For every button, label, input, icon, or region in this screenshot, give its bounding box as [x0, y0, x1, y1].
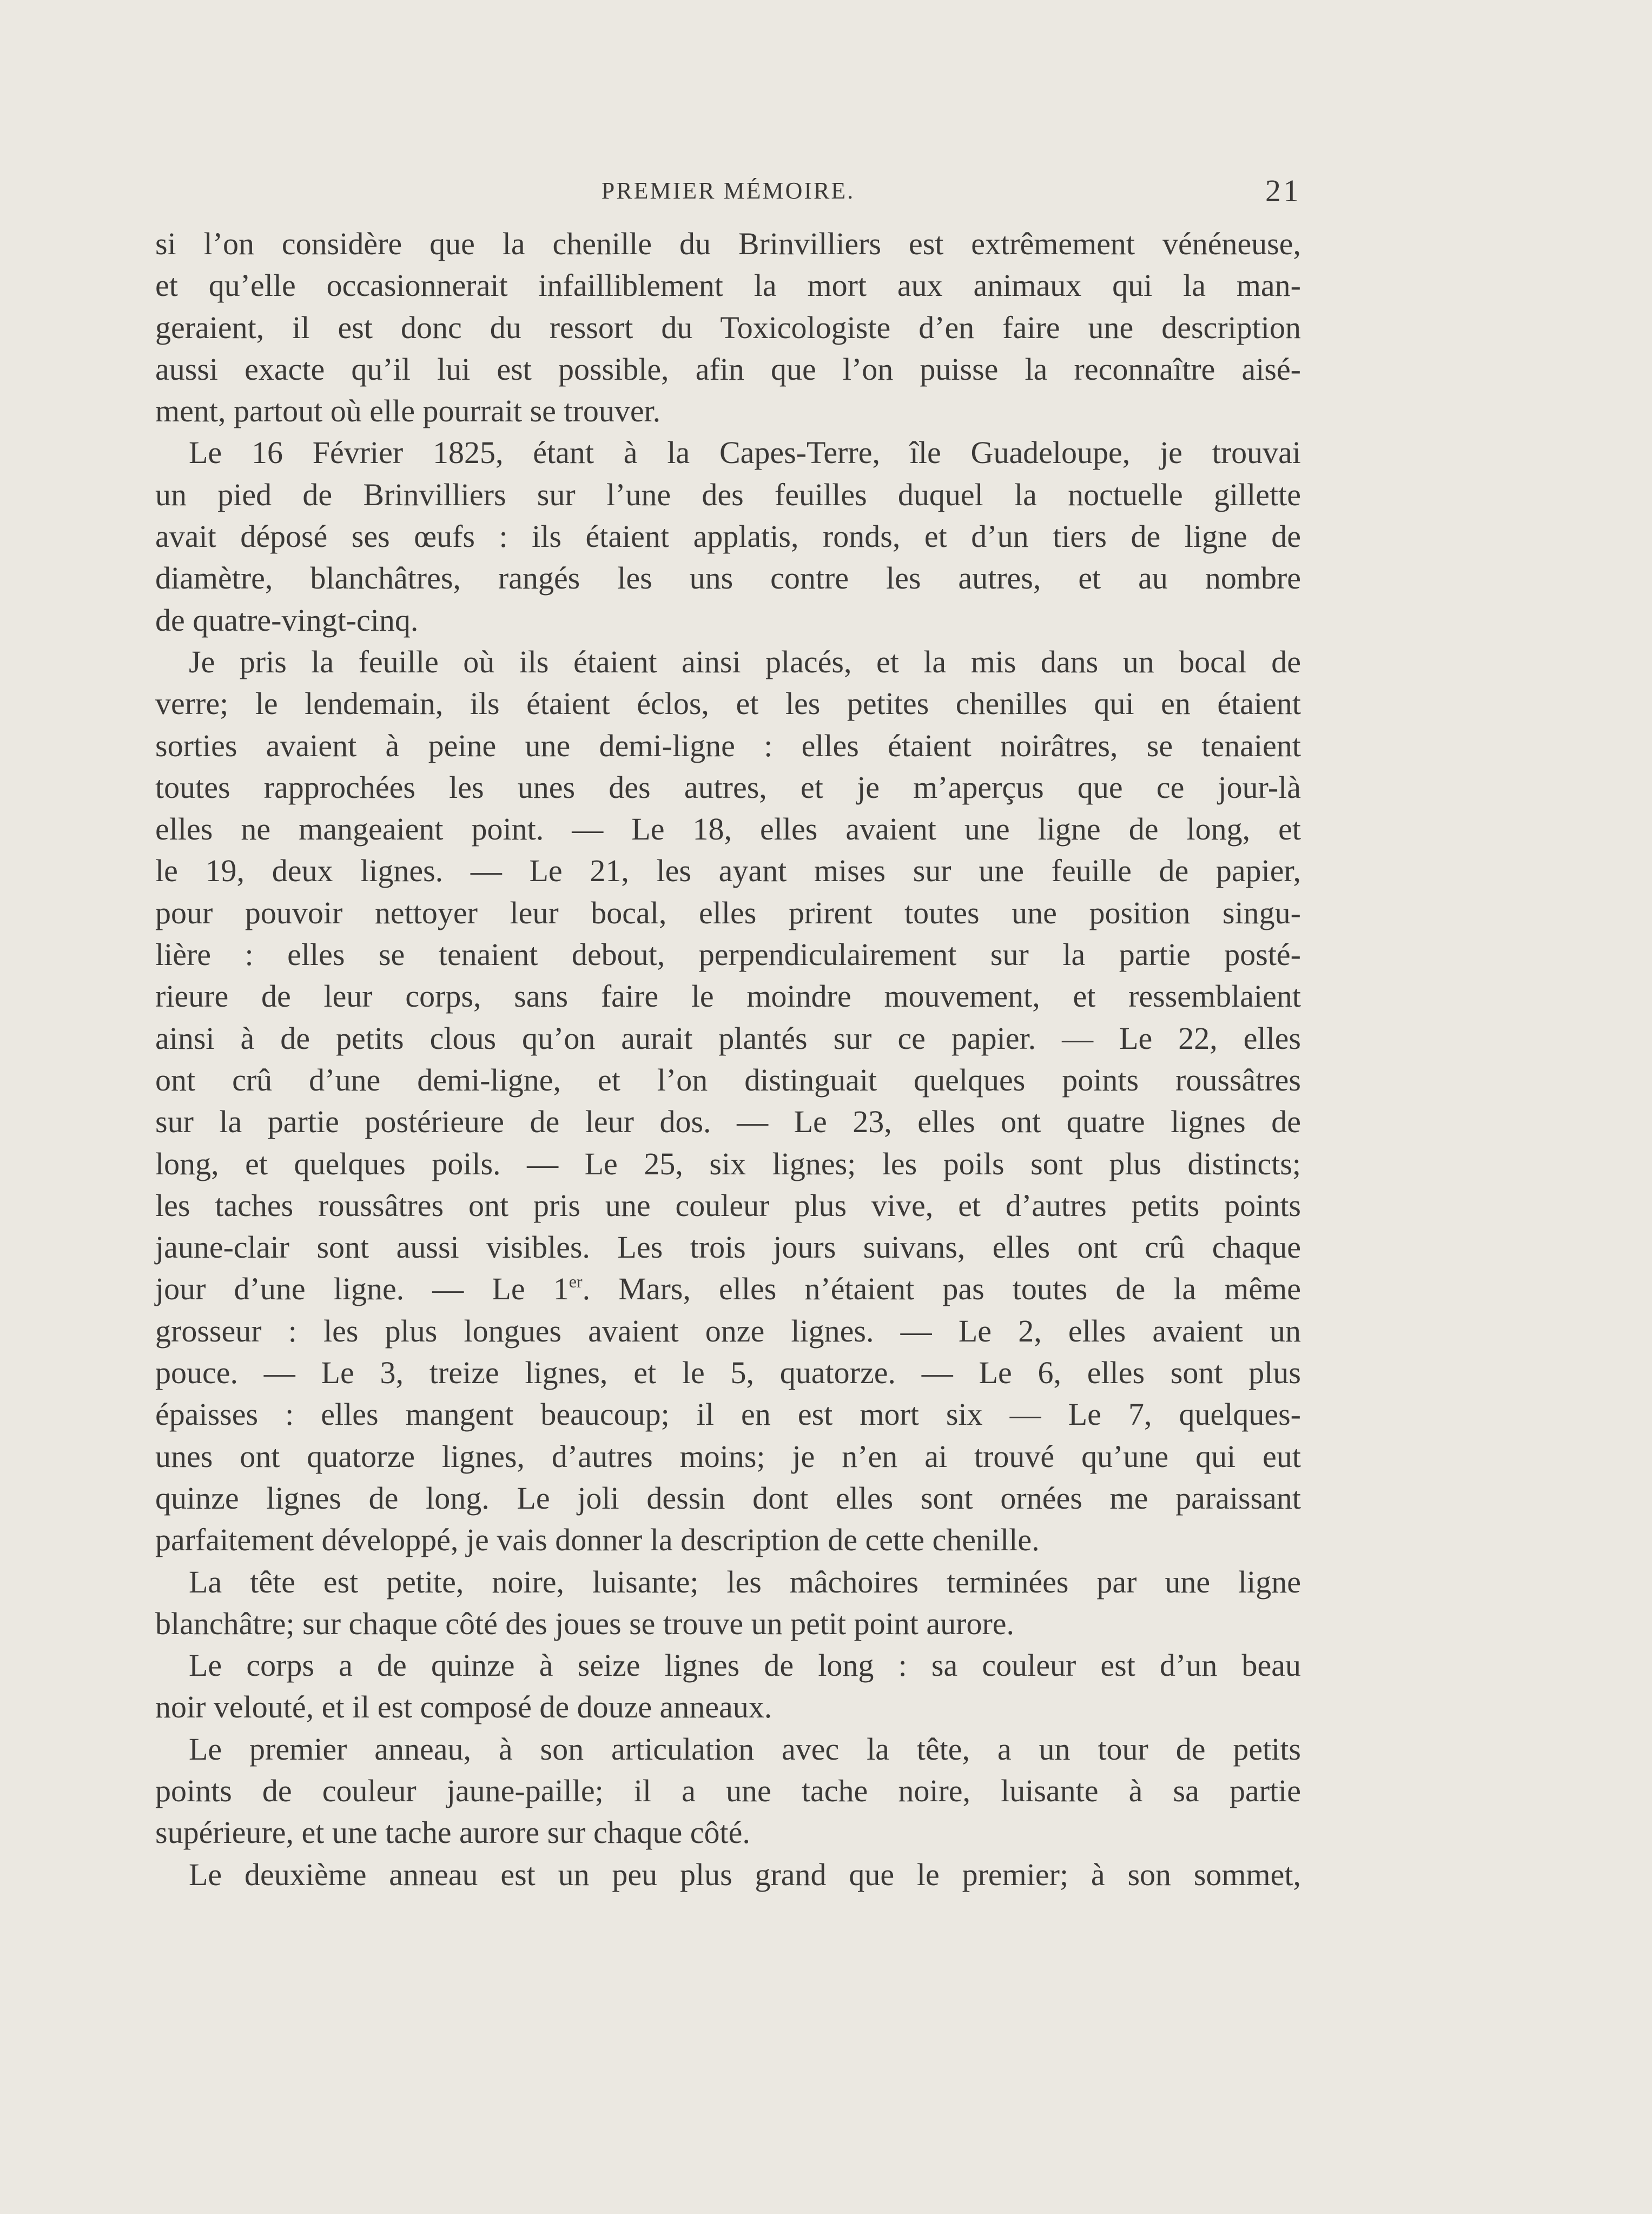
text-line: elles ne mangeaient point. — Le 18, elles avaient une ligne de long, et	[155, 811, 1301, 847]
text-line: Le corps a de quinze à seize lignes de long : sa couleur est d’un beau	[189, 1648, 1301, 1683]
text-line: grosseur : les plus longues avaient onze lignes. — Le 2, elles avaient un	[155, 1313, 1301, 1349]
text-line: geraient, il est donc du ressort du Toxicologiste d’en faire une description	[155, 309, 1301, 345]
text-line: Le premier anneau, à son articulation avec la tête, a un tour de petits	[189, 1731, 1301, 1767]
text-line: unes ont quatorze lignes, d’autres moins; je n’en ai trouvé qu’une qui eut	[155, 1438, 1301, 1474]
text-line: épaisses : elles mangent beaucoup; il en est mort six — Le 7, quelques-	[155, 1397, 1301, 1432]
body-text	[155, 223, 1301, 1895]
text-line: quinze lignes de long. Le joli dessin dont elles sont ornées me paraissant	[155, 1480, 1301, 1516]
text-line: et qu’elle occasionnerait infailliblement la mort aux animaux qui la man-	[155, 268, 1301, 303]
text-line: verre; le lendemain, ils étaient éclos, et les petites chenilles qui en étaient	[155, 686, 1301, 722]
text-line: aussi exacte qu’il lui est possible, afin que l’on puisse la reconnaître aisé-	[155, 351, 1301, 387]
text-line: sorties avaient à peine une demi-ligne : elles étaient noirâtres, se tenaient	[155, 728, 1301, 763]
text-fragment: . Mars, elles n’étaient pas toutes de la même	[582, 1271, 1301, 1307]
text-line: ment, partout où elle pourrait se trouver.	[155, 393, 661, 429]
running-title: PREMIER MÉMOIRE.	[601, 177, 855, 204]
text-fragment: jour d’une ligne. — Le 1	[155, 1271, 569, 1307]
text-line: points de couleur jaune-paille; il a une tache noire, luisante à sa partie	[155, 1773, 1301, 1808]
text-line: supérieure, et une tache aurore sur chaque côté.	[155, 1815, 750, 1850]
text-line: avait déposé ses œufs : ils étaient applatis, ronds, et d’un tiers de ligne de	[155, 519, 1301, 554]
text-line: Le deuxième anneau est un peu plus grand que le premier; à son sommet,	[189, 1856, 1301, 1892]
text-line: si l’on considère que la chenille du Brinvilliers est extrêmement vénéneuse,	[155, 226, 1301, 261]
text-line: jaune-clair sont aussi visibles. Les trois jours suivans, elles ont crû chaque	[155, 1230, 1301, 1265]
text-line: un pied de Brinvilliers sur l’une des feuilles duquel la noctuelle gillette	[155, 477, 1301, 512]
text-line: les taches roussâtres ont pris une couleur plus vive, et d’autres petits points	[155, 1187, 1301, 1223]
text-line: Le 16 Février 1825, étant à la Capes-Terre, île Guadeloupe, je trouvai	[189, 435, 1301, 471]
text-line: long, et quelques poils. — Le 25, six lignes; les poils sont plus distincts;	[155, 1146, 1301, 1181]
text-line: lière : elles se tenaient debout, perpendiculairement sur la partie posté-	[155, 937, 1301, 973]
running-head	[155, 172, 1301, 210]
text-line: Je pris la feuille où ils étaient ainsi placés, et la mis dans un bocal de	[189, 644, 1301, 679]
text-line: blanchâtre; sur chaque côté des joues se trouve un petit point aurore.	[155, 1605, 1015, 1641]
text-line: pour pouvoir nettoyer leur bocal, elles prirent toutes une position singu-	[155, 895, 1301, 930]
text-line: parfaitement développé, je vais donner la description de cette chenille.	[155, 1522, 1040, 1558]
text-line: ont crû d’une demi-ligne, et l’on distinguait quelques points roussâtres	[155, 1062, 1301, 1098]
text-line: le 19, deux lignes. — Le 21, les ayant mises sur une feuille de papier,	[155, 853, 1301, 889]
text-line: toutes rapprochées les unes des autres, et je m’aperçus que ce jour-là	[155, 769, 1301, 805]
text-line: rieure de leur corps, sans faire le moindre mouvement, et ressemblaient	[155, 979, 1301, 1014]
text-line: diamètre, blanchâtres, rangés les uns contre les autres, et au nombre	[155, 560, 1301, 596]
text-line: ainsi à de petits clous qu’on aurait plantés sur ce papier. — Le 22, elles	[155, 1020, 1301, 1056]
text-line: pouce. — Le 3, treize lignes, et le 5, quatorze. — Le 6, elles sont plus	[155, 1355, 1301, 1391]
superscript: er	[569, 1272, 583, 1292]
text-line-with-superscript	[155, 1268, 1301, 1310]
text-line: La tête est petite, noire, luisante; les mâchoires terminées par une ligne	[189, 1564, 1301, 1600]
text-line: sur la partie postérieure de leur dos. — Le 23, elles ont quatre lignes de	[155, 1104, 1301, 1140]
text-line: de quatre-vingt-cinq.	[155, 602, 419, 638]
page-number: 21	[1265, 173, 1301, 208]
text-line: noir velouté, et il est composé de douze anneaux.	[155, 1689, 772, 1725]
